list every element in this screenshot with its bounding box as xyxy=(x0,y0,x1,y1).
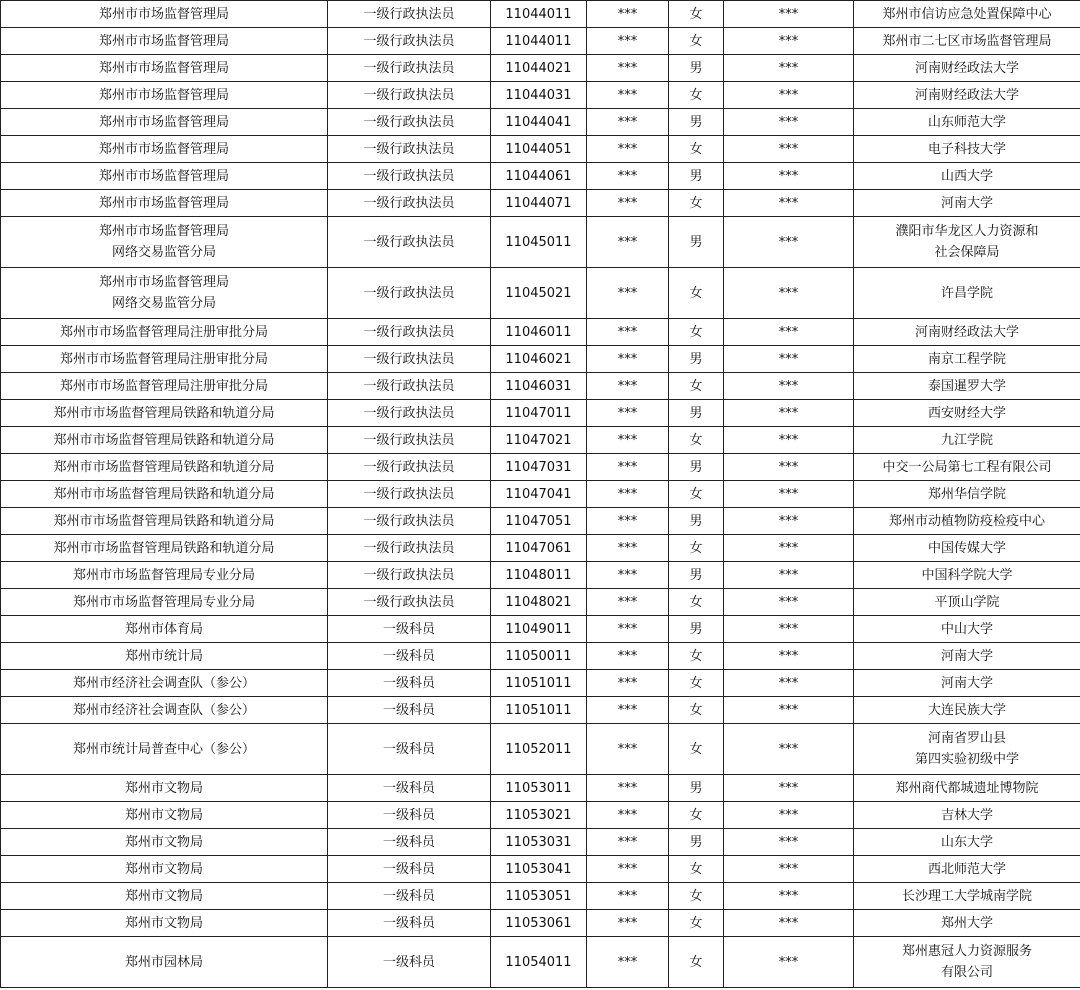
school-or-employer-cell: 山东大学 xyxy=(854,829,1080,856)
gender-cell: 女 xyxy=(669,643,724,670)
employer-cell: 郑州市市场监督管理局注册审批分局 xyxy=(1,373,328,400)
name-cell: *** xyxy=(587,910,669,937)
table-row xyxy=(1,883,1080,910)
table-row xyxy=(1,427,1080,454)
id-number-cell: *** xyxy=(724,883,854,910)
school-or-employer-cell: 郑州大学 xyxy=(854,910,1080,937)
id-number-cell: *** xyxy=(724,109,854,136)
id-number-cell: *** xyxy=(724,427,854,454)
position-cell: 一级行政执法员 xyxy=(328,562,491,589)
school-or-employer-cell: 河南财经政法大学 xyxy=(854,55,1080,82)
gender-cell: 女 xyxy=(669,697,724,724)
id-number-cell: *** xyxy=(724,82,854,109)
gender-cell: 女 xyxy=(669,910,724,937)
gender-cell: 男 xyxy=(669,508,724,535)
employer-cell: 郑州市市场监督管理局 xyxy=(1,163,328,190)
employer-cell: 郑州市文物局 xyxy=(1,883,328,910)
position-code-cell: 11047031 xyxy=(491,454,587,481)
employer-cell: 郑州市市场监督管理局 xyxy=(1,109,328,136)
gender-cell: 男 xyxy=(669,829,724,856)
name-cell: *** xyxy=(587,589,669,616)
name-cell: *** xyxy=(587,427,669,454)
position-code-cell: 11053031 xyxy=(491,829,587,856)
employer-cell: 郑州市市场监督管理局 xyxy=(1,190,328,217)
id-number-cell: *** xyxy=(724,616,854,643)
id-number-cell: *** xyxy=(724,55,854,82)
employer-cell: 郑州市文物局 xyxy=(1,856,328,883)
position-code-cell: 11047011 xyxy=(491,400,587,427)
school-or-employer-cell: 郑州市信访应急处置保障中心 xyxy=(854,1,1080,28)
position-cell: 一级行政执法员 xyxy=(328,82,491,109)
gender-cell: 女 xyxy=(669,802,724,829)
name-cell: *** xyxy=(587,136,669,163)
employer-cell: 郑州市市场监督管理局铁路和轨道分局 xyxy=(1,508,328,535)
table-row xyxy=(1,217,1080,268)
position-code-cell: 11050011 xyxy=(491,643,587,670)
table-row xyxy=(1,163,1080,190)
position-cell: 一级行政执法员 xyxy=(328,346,491,373)
employer-cell: 郑州市文物局 xyxy=(1,829,328,856)
id-number-cell: *** xyxy=(724,508,854,535)
table-row xyxy=(1,346,1080,373)
table-row xyxy=(1,373,1080,400)
school-or-employer-cell: 西北师范大学 xyxy=(854,856,1080,883)
position-code-cell: 11044061 xyxy=(491,163,587,190)
employer-cell: 郑州市市场监督管理局铁路和轨道分局 xyxy=(1,427,328,454)
gender-cell: 男 xyxy=(669,55,724,82)
school-or-employer-cell: 大连民族大学 xyxy=(854,697,1080,724)
position-cell: 一级行政执法员 xyxy=(328,109,491,136)
position-cell: 一级行政执法员 xyxy=(328,190,491,217)
position-cell: 一级行政执法员 xyxy=(328,1,491,28)
position-cell: 一级科员 xyxy=(328,910,491,937)
table-row xyxy=(1,1,1080,28)
position-cell: 一级行政执法员 xyxy=(328,589,491,616)
id-number-cell: *** xyxy=(724,775,854,802)
school-or-employer-cell: 郑州商代都城遗址博物院 xyxy=(854,775,1080,802)
position-cell: 一级行政执法员 xyxy=(328,535,491,562)
position-cell: 一级行政执法员 xyxy=(328,163,491,190)
school-or-employer-cell: 平顶山学院 xyxy=(854,589,1080,616)
employer-cell: 郑州市园林局 xyxy=(1,937,328,988)
position-code-cell: 11053021 xyxy=(491,802,587,829)
school-or-employer-cell: 中国传媒大学 xyxy=(854,535,1080,562)
position-code-cell: 11053011 xyxy=(491,775,587,802)
position-cell: 一级科员 xyxy=(328,697,491,724)
name-cell: *** xyxy=(587,319,669,346)
school-or-employer-cell: 河南财经政法大学 xyxy=(854,82,1080,109)
name-cell: *** xyxy=(587,55,669,82)
table-row xyxy=(1,616,1080,643)
employer-cell: 郑州市市场监督管理局 xyxy=(1,1,328,28)
name-cell: *** xyxy=(587,28,669,55)
employer-cell: 郑州市市场监督管理局 网络交易监管分局 xyxy=(1,217,328,268)
gender-cell: 女 xyxy=(669,427,724,454)
id-number-cell: *** xyxy=(724,346,854,373)
school-or-employer-cell: 河南省罗山县 第四实验初级中学 xyxy=(854,724,1080,775)
position-code-cell: 11047051 xyxy=(491,508,587,535)
position-code-cell: 11046031 xyxy=(491,373,587,400)
name-cell: *** xyxy=(587,163,669,190)
name-cell: *** xyxy=(587,346,669,373)
school-or-employer-cell: 山西大学 xyxy=(854,163,1080,190)
name-cell: *** xyxy=(587,775,669,802)
school-or-employer-cell: 濮阳市华龙区人力资源和 社会保障局 xyxy=(854,217,1080,268)
gender-cell: 男 xyxy=(669,400,724,427)
position-code-cell: 11044011 xyxy=(491,1,587,28)
employer-cell: 郑州市市场监督管理局铁路和轨道分局 xyxy=(1,400,328,427)
table-row xyxy=(1,109,1080,136)
position-code-cell: 11044051 xyxy=(491,136,587,163)
name-cell: *** xyxy=(587,937,669,988)
position-cell: 一级科员 xyxy=(328,829,491,856)
position-code-cell: 11044011 xyxy=(491,28,587,55)
id-number-cell: *** xyxy=(724,28,854,55)
table-row xyxy=(1,190,1080,217)
position-code-cell: 11044041 xyxy=(491,109,587,136)
gender-cell: 女 xyxy=(669,136,724,163)
position-cell: 一级行政执法员 xyxy=(328,427,491,454)
employer-cell: 郑州市市场监督管理局铁路和轨道分局 xyxy=(1,454,328,481)
employer-cell: 郑州市市场监督管理局 网络交易监管分局 xyxy=(1,268,328,319)
gender-cell: 女 xyxy=(669,883,724,910)
position-code-cell: 11053041 xyxy=(491,856,587,883)
employer-cell: 郑州市经济社会调查队（参公） xyxy=(1,697,328,724)
position-code-cell: 11052011 xyxy=(491,724,587,775)
name-cell: *** xyxy=(587,535,669,562)
position-cell: 一级行政执法员 xyxy=(328,319,491,346)
position-code-cell: 11051011 xyxy=(491,697,587,724)
gender-cell: 男 xyxy=(669,616,724,643)
name-cell: *** xyxy=(587,109,669,136)
position-cell: 一级行政执法员 xyxy=(328,508,491,535)
position-cell: 一级科员 xyxy=(328,670,491,697)
id-number-cell: *** xyxy=(724,373,854,400)
position-cell: 一级行政执法员 xyxy=(328,28,491,55)
employer-cell: 郑州市市场监督管理局铁路和轨道分局 xyxy=(1,535,328,562)
name-cell: *** xyxy=(587,1,669,28)
table-row xyxy=(1,562,1080,589)
gender-cell: 女 xyxy=(669,319,724,346)
position-code-cell: 11048021 xyxy=(491,589,587,616)
employer-cell: 郑州市市场监督管理局注册审批分局 xyxy=(1,346,328,373)
school-or-employer-cell: 许昌学院 xyxy=(854,268,1080,319)
id-number-cell: *** xyxy=(724,481,854,508)
id-number-cell: *** xyxy=(724,670,854,697)
table-row xyxy=(1,481,1080,508)
name-cell: *** xyxy=(587,508,669,535)
employer-cell: 郑州市统计局 xyxy=(1,643,328,670)
position-cell: 一级行政执法员 xyxy=(328,481,491,508)
school-or-employer-cell: 郑州惠冠人力资源服务 有限公司 xyxy=(854,937,1080,988)
table-row xyxy=(1,670,1080,697)
position-cell: 一级行政执法员 xyxy=(328,400,491,427)
table-row xyxy=(1,775,1080,802)
gender-cell: 女 xyxy=(669,268,724,319)
table-row xyxy=(1,856,1080,883)
table-row xyxy=(1,910,1080,937)
id-number-cell: *** xyxy=(724,190,854,217)
school-or-employer-cell: 山东师范大学 xyxy=(854,109,1080,136)
position-code-cell: 11049011 xyxy=(491,616,587,643)
school-or-employer-cell: 九江学院 xyxy=(854,427,1080,454)
position-cell: 一级科员 xyxy=(328,643,491,670)
id-number-cell: *** xyxy=(724,829,854,856)
position-code-cell: 11053061 xyxy=(491,910,587,937)
school-or-employer-cell: 郑州华信学院 xyxy=(854,481,1080,508)
table-row xyxy=(1,55,1080,82)
school-or-employer-cell: 中交一公局第七工程有限公司 xyxy=(854,454,1080,481)
table-row xyxy=(1,508,1080,535)
employer-cell: 郑州市市场监督管理局专业分局 xyxy=(1,589,328,616)
table-row xyxy=(1,82,1080,109)
employer-cell: 郑州市市场监督管理局注册审批分局 xyxy=(1,319,328,346)
name-cell: *** xyxy=(587,724,669,775)
school-or-employer-cell: 河南大学 xyxy=(854,670,1080,697)
position-code-cell: 11054011 xyxy=(491,937,587,988)
id-number-cell: *** xyxy=(724,724,854,775)
name-cell: *** xyxy=(587,697,669,724)
name-cell: *** xyxy=(587,481,669,508)
gender-cell: 女 xyxy=(669,724,724,775)
table-row xyxy=(1,28,1080,55)
school-or-employer-cell: 郑州市二七区市场监督管理局 xyxy=(854,28,1080,55)
school-or-employer-cell: 郑州市动植物防疫检疫中心 xyxy=(854,508,1080,535)
table-row xyxy=(1,136,1080,163)
position-cell: 一级行政执法员 xyxy=(328,136,491,163)
id-number-cell: *** xyxy=(724,589,854,616)
school-or-employer-cell: 河南财经政法大学 xyxy=(854,319,1080,346)
name-cell: *** xyxy=(587,373,669,400)
position-code-cell: 11047021 xyxy=(491,427,587,454)
school-or-employer-cell: 中山大学 xyxy=(854,616,1080,643)
employer-cell: 郑州市市场监督管理局专业分局 xyxy=(1,562,328,589)
school-or-employer-cell: 泰国暹罗大学 xyxy=(854,373,1080,400)
position-cell: 一级行政执法员 xyxy=(328,217,491,268)
school-or-employer-cell: 南京工程学院 xyxy=(854,346,1080,373)
employer-cell: 郑州市文物局 xyxy=(1,802,328,829)
position-code-cell: 11044021 xyxy=(491,55,587,82)
school-or-employer-cell: 电子科技大学 xyxy=(854,136,1080,163)
position-code-cell: 11053051 xyxy=(491,883,587,910)
table-row xyxy=(1,802,1080,829)
position-cell: 一级行政执法员 xyxy=(328,268,491,319)
id-number-cell: *** xyxy=(724,535,854,562)
employer-cell: 郑州市市场监督管理局 xyxy=(1,82,328,109)
position-cell: 一级科员 xyxy=(328,802,491,829)
id-number-cell: *** xyxy=(724,856,854,883)
id-number-cell: *** xyxy=(724,163,854,190)
school-or-employer-cell: 河南大学 xyxy=(854,190,1080,217)
gender-cell: 女 xyxy=(669,670,724,697)
employer-cell: 郑州市文物局 xyxy=(1,910,328,937)
gender-cell: 女 xyxy=(669,937,724,988)
id-number-cell: *** xyxy=(724,319,854,346)
table-row xyxy=(1,724,1080,775)
name-cell: *** xyxy=(587,643,669,670)
position-code-cell: 11047061 xyxy=(491,535,587,562)
position-cell: 一级科员 xyxy=(328,775,491,802)
school-or-employer-cell: 西安财经大学 xyxy=(854,400,1080,427)
gender-cell: 男 xyxy=(669,346,724,373)
school-or-employer-cell: 吉林大学 xyxy=(854,802,1080,829)
position-cell: 一级科员 xyxy=(328,937,491,988)
position-code-cell: 11044031 xyxy=(491,82,587,109)
table-row xyxy=(1,319,1080,346)
gender-cell: 男 xyxy=(669,163,724,190)
name-cell: *** xyxy=(587,454,669,481)
gender-cell: 女 xyxy=(669,481,724,508)
position-code-cell: 11046011 xyxy=(491,319,587,346)
id-number-cell: *** xyxy=(724,268,854,319)
employer-cell: 郑州市体育局 xyxy=(1,616,328,643)
employer-cell: 郑州市市场监督管理局 xyxy=(1,28,328,55)
gender-cell: 女 xyxy=(669,82,724,109)
id-number-cell: *** xyxy=(724,802,854,829)
gender-cell: 女 xyxy=(669,373,724,400)
employer-cell: 郑州市市场监督管理局 xyxy=(1,136,328,163)
id-number-cell: *** xyxy=(724,136,854,163)
table-row xyxy=(1,535,1080,562)
name-cell: *** xyxy=(587,82,669,109)
position-code-cell: 11051011 xyxy=(491,670,587,697)
position-cell: 一级科员 xyxy=(328,616,491,643)
gender-cell: 女 xyxy=(669,28,724,55)
table-row xyxy=(1,589,1080,616)
name-cell: *** xyxy=(587,856,669,883)
id-number-cell: *** xyxy=(724,562,854,589)
id-number-cell: *** xyxy=(724,454,854,481)
position-cell: 一级科员 xyxy=(328,856,491,883)
gender-cell: 女 xyxy=(669,535,724,562)
gender-cell: 女 xyxy=(669,1,724,28)
school-or-employer-cell: 中国科学院大学 xyxy=(854,562,1080,589)
school-or-employer-cell: 长沙理工大学城南学院 xyxy=(854,883,1080,910)
name-cell: *** xyxy=(587,670,669,697)
position-code-cell: 11045011 xyxy=(491,217,587,268)
name-cell: *** xyxy=(587,829,669,856)
gender-cell: 男 xyxy=(669,562,724,589)
table-row xyxy=(1,937,1080,988)
position-code-cell: 11045021 xyxy=(491,268,587,319)
gender-cell: 女 xyxy=(669,589,724,616)
table-row xyxy=(1,643,1080,670)
position-code-cell: 11046021 xyxy=(491,346,587,373)
table-row xyxy=(1,697,1080,724)
name-cell: *** xyxy=(587,268,669,319)
gender-cell: 女 xyxy=(669,856,724,883)
position-cell: 一级行政执法员 xyxy=(328,373,491,400)
gender-cell: 女 xyxy=(669,190,724,217)
name-cell: *** xyxy=(587,190,669,217)
id-number-cell: *** xyxy=(724,400,854,427)
gender-cell: 男 xyxy=(669,775,724,802)
employer-cell: 郑州市市场监督管理局 xyxy=(1,55,328,82)
employer-cell: 郑州市经济社会调查队（参公） xyxy=(1,670,328,697)
position-cell: 一级行政执法员 xyxy=(328,55,491,82)
id-number-cell: *** xyxy=(724,937,854,988)
id-number-cell: *** xyxy=(724,910,854,937)
table-row xyxy=(1,400,1080,427)
position-code-cell: 11047041 xyxy=(491,481,587,508)
position-cell: 一级科员 xyxy=(328,724,491,775)
gender-cell: 男 xyxy=(669,454,724,481)
table-body xyxy=(1,1,1080,988)
name-cell: *** xyxy=(587,562,669,589)
table-row xyxy=(1,829,1080,856)
position-cell: 一级科员 xyxy=(328,883,491,910)
id-number-cell: *** xyxy=(724,643,854,670)
position-code-cell: 11044071 xyxy=(491,190,587,217)
employer-cell: 郑州市统计局普查中心（参公） xyxy=(1,724,328,775)
id-number-cell: *** xyxy=(724,697,854,724)
gender-cell: 男 xyxy=(669,109,724,136)
employer-cell: 郑州市市场监督管理局铁路和轨道分局 xyxy=(1,481,328,508)
name-cell: *** xyxy=(587,400,669,427)
id-number-cell: *** xyxy=(724,1,854,28)
name-cell: *** xyxy=(587,217,669,268)
table-row xyxy=(1,454,1080,481)
name-cell: *** xyxy=(587,802,669,829)
name-cell: *** xyxy=(587,616,669,643)
id-number-cell: *** xyxy=(724,217,854,268)
employer-cell: 郑州市文物局 xyxy=(1,775,328,802)
school-or-employer-cell: 河南大学 xyxy=(854,643,1080,670)
position-code-cell: 11048011 xyxy=(491,562,587,589)
position-cell: 一级行政执法员 xyxy=(328,454,491,481)
gender-cell: 男 xyxy=(669,217,724,268)
table-row xyxy=(1,268,1080,319)
name-cell: *** xyxy=(587,883,669,910)
